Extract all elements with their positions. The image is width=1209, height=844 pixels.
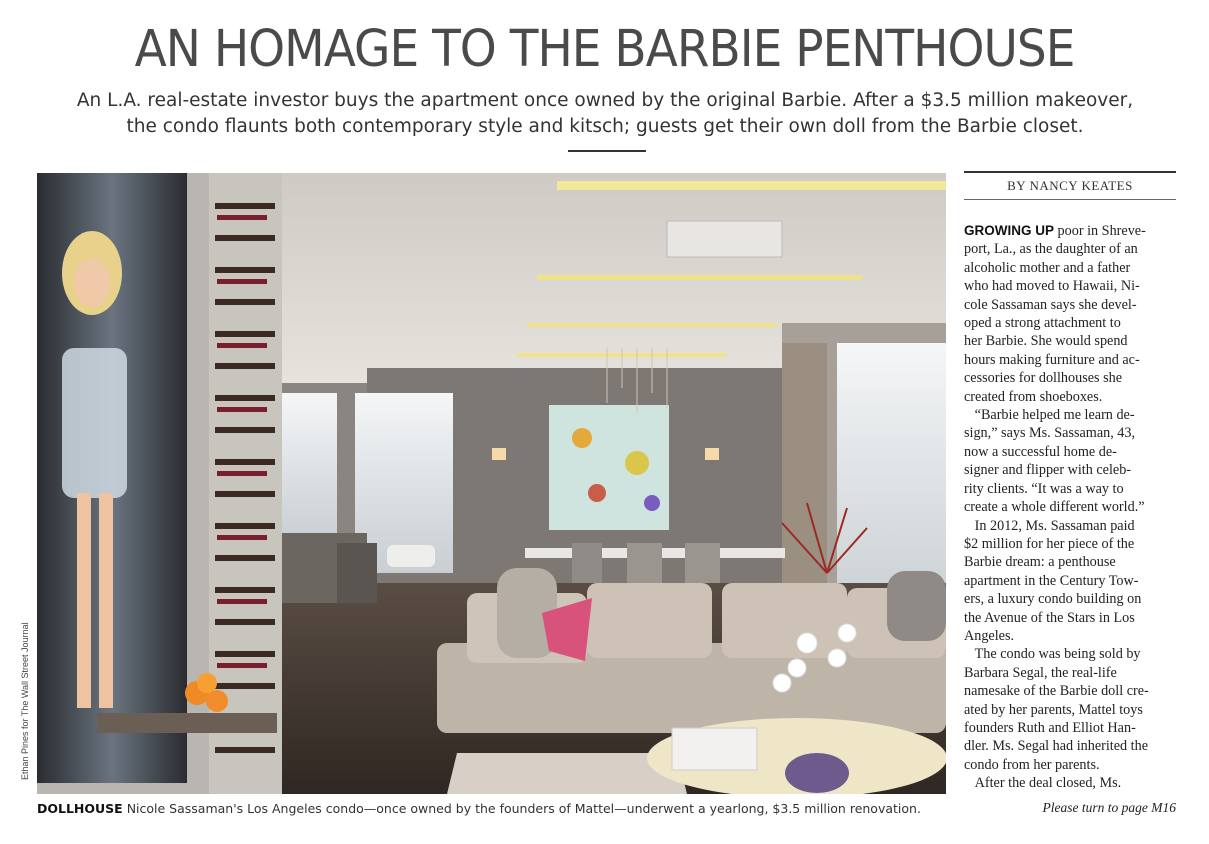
caption-label: DOLLHOUSE — [37, 801, 123, 816]
body-line: $2 million for her piece of the — [964, 535, 1135, 552]
body-line: ers, a luxury condo building on — [964, 591, 1142, 608]
column-top-rule — [964, 171, 1176, 173]
living-room-photo — [37, 173, 946, 794]
body-line: alcoholic mother and a father — [964, 259, 1131, 276]
body-line: Barbie dream: a penthouse — [964, 554, 1116, 571]
byline: BY NANCY KEATES — [1007, 178, 1133, 193]
body-line: ated by her parents, Mattel toys — [964, 701, 1143, 718]
dek-line-2: the condo flaunts both contemporary style and kitsch; guests get their own doll from the Barbie closet. — [126, 116, 1084, 137]
photo-credit: Ethan Pines for The Wall Street Journal — [20, 622, 30, 780]
living-room-illustration — [37, 173, 946, 794]
body-line: her Barbie. She would spend — [964, 333, 1128, 350]
body-line: Angeles. — [964, 627, 1015, 644]
byline-rule — [964, 199, 1176, 200]
body-line: sign,” says Ms. Sassaman, 43, — [964, 425, 1136, 442]
body-line: cessories for dollhouses she — [964, 370, 1123, 387]
body-line: cole Sassaman says she devel- — [964, 296, 1137, 313]
headline: AN HOMAGE TO THE BARBIE PENTHOUSE — [134, 19, 1075, 80]
body-line: oped a strong attachment to — [964, 315, 1121, 332]
continued-line: Please turn to page M16 — [1042, 800, 1176, 815]
body-line: port, La., as the daughter of an — [964, 241, 1138, 258]
body-line: created from shoeboxes. — [964, 388, 1103, 405]
body-line: In 2012, Ms. Sassaman paid — [964, 517, 1135, 534]
photo-caption — [37, 801, 937, 816]
body-line: apartment in the Century Tow- — [964, 572, 1139, 589]
body-line: The condo was being sold by — [964, 646, 1141, 663]
body-line: GROWING UP poor in Shreve- — [964, 223, 1146, 239]
dek — [60, 88, 1150, 140]
body-line: hours making furniture and ac- — [964, 351, 1140, 368]
body-line: who had moved to Hawaii, Ni- — [964, 278, 1140, 295]
body-line: namesake of the Barbie doll cre- — [964, 683, 1149, 700]
body-line: signer and flipper with celeb- — [964, 462, 1132, 479]
article-body — [964, 222, 1180, 793]
body-line: “Barbie helped me learn de- — [964, 407, 1135, 424]
dek-rule — [568, 150, 646, 152]
body-line: founders Ruth and Elliot Han- — [964, 719, 1136, 736]
body-line: rity clients. “It was a way to — [964, 480, 1124, 497]
dek-line-1: An L.A. real-estate investor buys the apartment once owned by the original Barbie. After a $3.5 million makeover, — [76, 90, 1134, 111]
lead-in: GROWING UP — [964, 223, 1054, 238]
caption-text: Nicole Sassaman's Los Angeles condo—once owned by the founders of Mattel—underwent a yearlong, $3.5 million renovation. — [122, 801, 921, 816]
body-line: the Avenue of the Stars in Los — [964, 609, 1135, 626]
body-line: create a whole different world.” — [964, 499, 1145, 516]
body-line: condo from her parents. — [964, 756, 1100, 773]
body-line: After the deal closed, Ms. — [964, 775, 1122, 792]
body-line: dler. Ms. Segal had inherited the — [964, 738, 1149, 755]
body-line: Barbara Segal, the real-life — [964, 664, 1117, 681]
body-line: now a successful home de- — [964, 443, 1117, 460]
